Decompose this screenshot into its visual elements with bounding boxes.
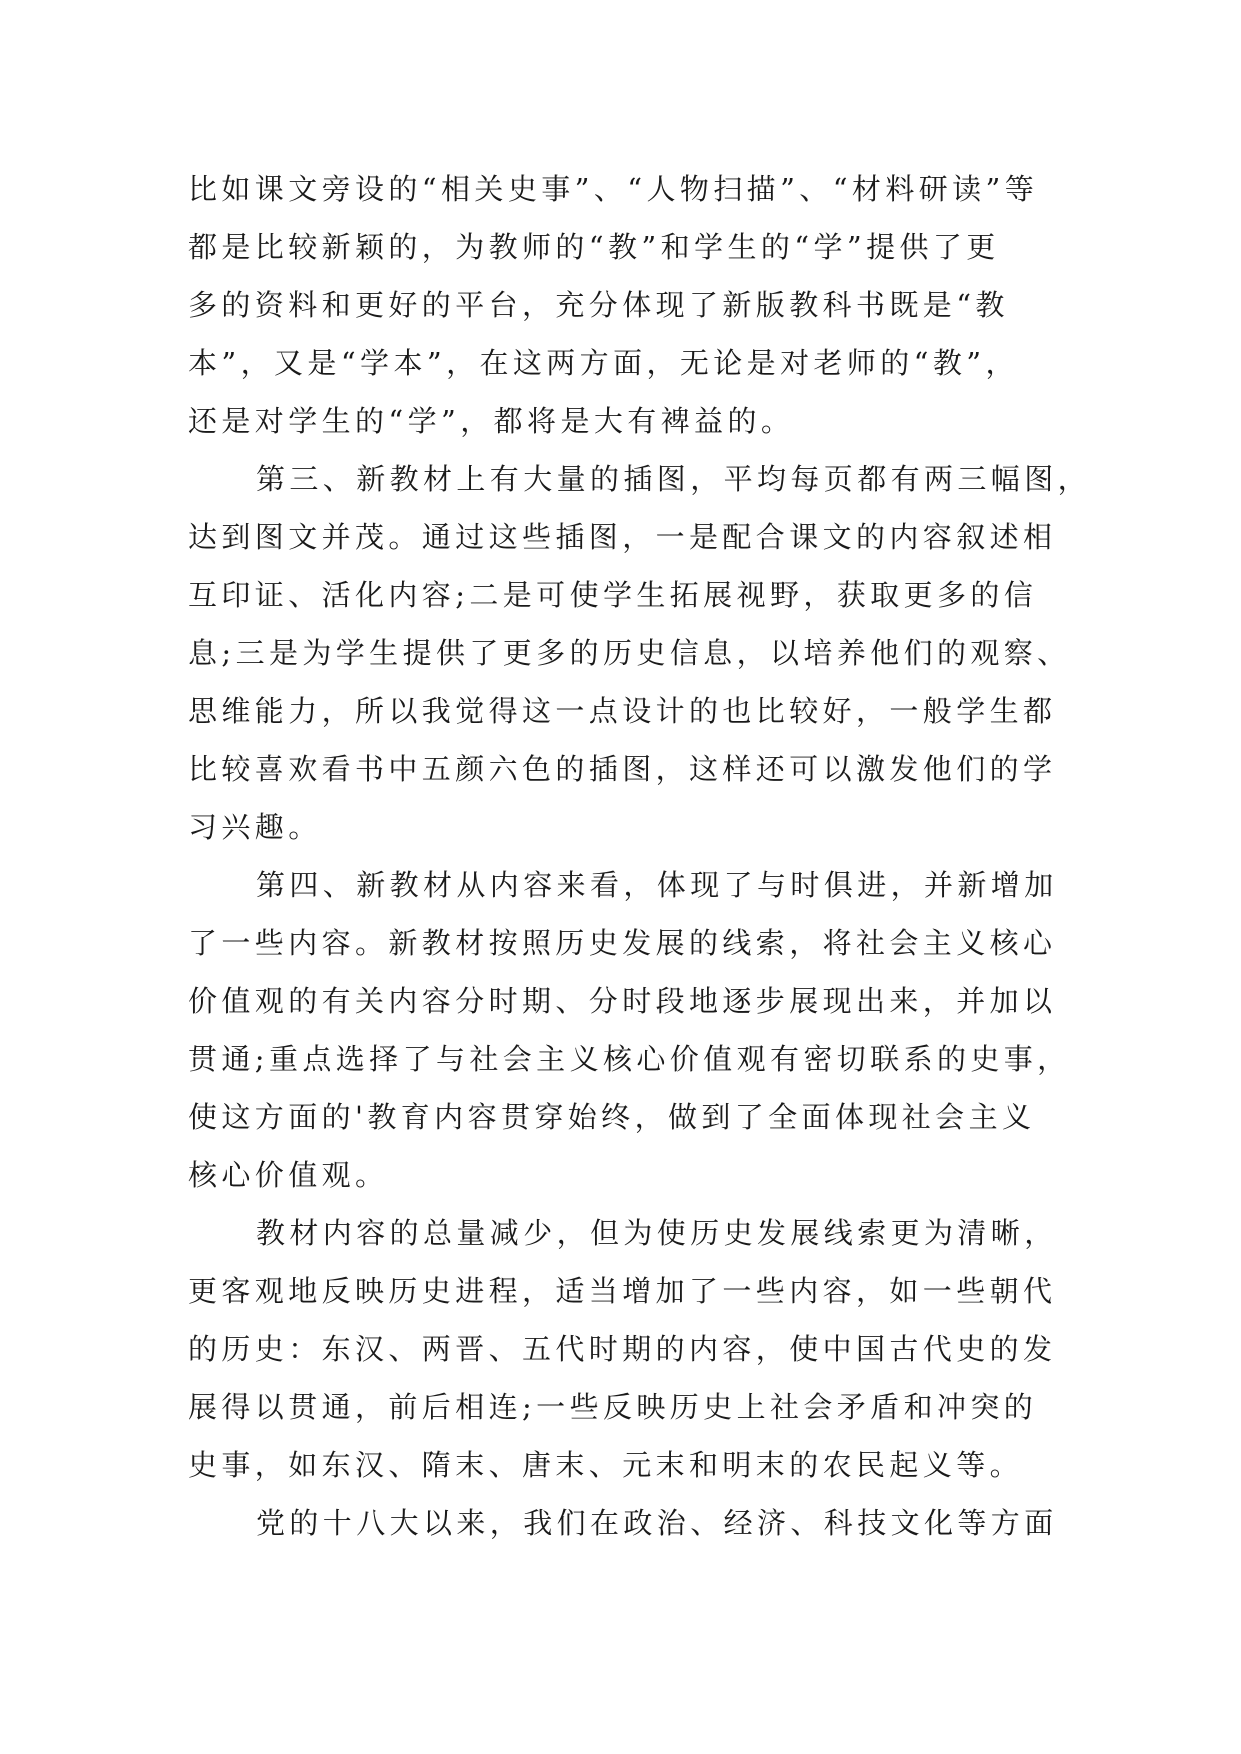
text-line: 都是比较新颖的，为教师的“教”和学生的“学”提供了更	[188, 230, 1000, 264]
text-line: 史事，如东汉、隋末、唐末、元末和明末的农民起义等。	[188, 1448, 1024, 1482]
text-line: 互印证、活化内容;二是可使学生拓展视野，获取更多的信	[188, 578, 1038, 612]
text-line: 展得以贯通，前后相连;一些反映历史上社会矛盾和冲突的	[188, 1390, 1038, 1424]
text-line: 息;三是为学生提供了更多的历史信息，以培养他们的观察、	[188, 636, 1071, 670]
text-line: 本”，又是“学本”，在这两方面，无论是对老师的“教”，	[188, 346, 1019, 380]
text-line: 教材内容的总量减少，但为使历史发展线索更为清晰，	[256, 1216, 1058, 1250]
text-line: 贯通;重点选择了与社会主义核心价值观有密切联系的史事，	[188, 1042, 1071, 1076]
text-line: 价值观的有关内容分时期、分时段地逐步展现出来，并加以	[188, 984, 1057, 1018]
text-line: 了一些内容。新教材按照历史发展的线索，将社会主义核心	[188, 926, 1057, 960]
text-line: 更客观地反映历史进程，适当增加了一些内容，如一些朝代	[188, 1274, 1057, 1308]
paragraph	[188, 160, 1060, 450]
text-line: 多的资料和更好的平台，充分体现了新版教科书既是“教	[188, 288, 1009, 322]
text-line: 的历史：东汉、两晋、五代时期的内容，使中国古代史的发	[188, 1332, 1057, 1366]
text-line: 达到图文并茂。通过这些插图，一是配合课文的内容叙述相	[188, 520, 1057, 554]
text-line: 思维能力，所以我觉得这一点设计的也比较好，一般学生都	[188, 694, 1057, 728]
text-line: 比较喜欢看书中五颜六色的插图，这样还可以激发他们的学	[188, 752, 1057, 786]
text-line: 比如课文旁设的“相关史事”、“人物扫描”、“材料研读”等	[188, 172, 1039, 206]
paragraph	[188, 1204, 1060, 1494]
text-line: 使这方面的'教育内容贯穿始终，做到了全面体现社会主义	[188, 1100, 1036, 1134]
paragraph	[188, 1494, 1060, 1552]
body-text	[188, 160, 1092, 1552]
text-line: 还是对学生的“学”，都将是大有裨益的。	[188, 404, 795, 438]
paragraph	[188, 450, 1092, 856]
text-line: 第四、新教材从内容来看，体现了与时俱进，并新增加	[256, 868, 1058, 902]
text-line: 核心价值观。	[188, 1158, 389, 1192]
text-line: 习兴趣。	[188, 810, 322, 844]
text-line: 党的十八大以来，我们在政治、经济、科技文化等方面	[256, 1506, 1058, 1540]
text-line: 第三、新教材上有大量的插图，平均每页都有两三幅图，	[256, 462, 1092, 496]
paragraph	[188, 856, 1071, 1204]
